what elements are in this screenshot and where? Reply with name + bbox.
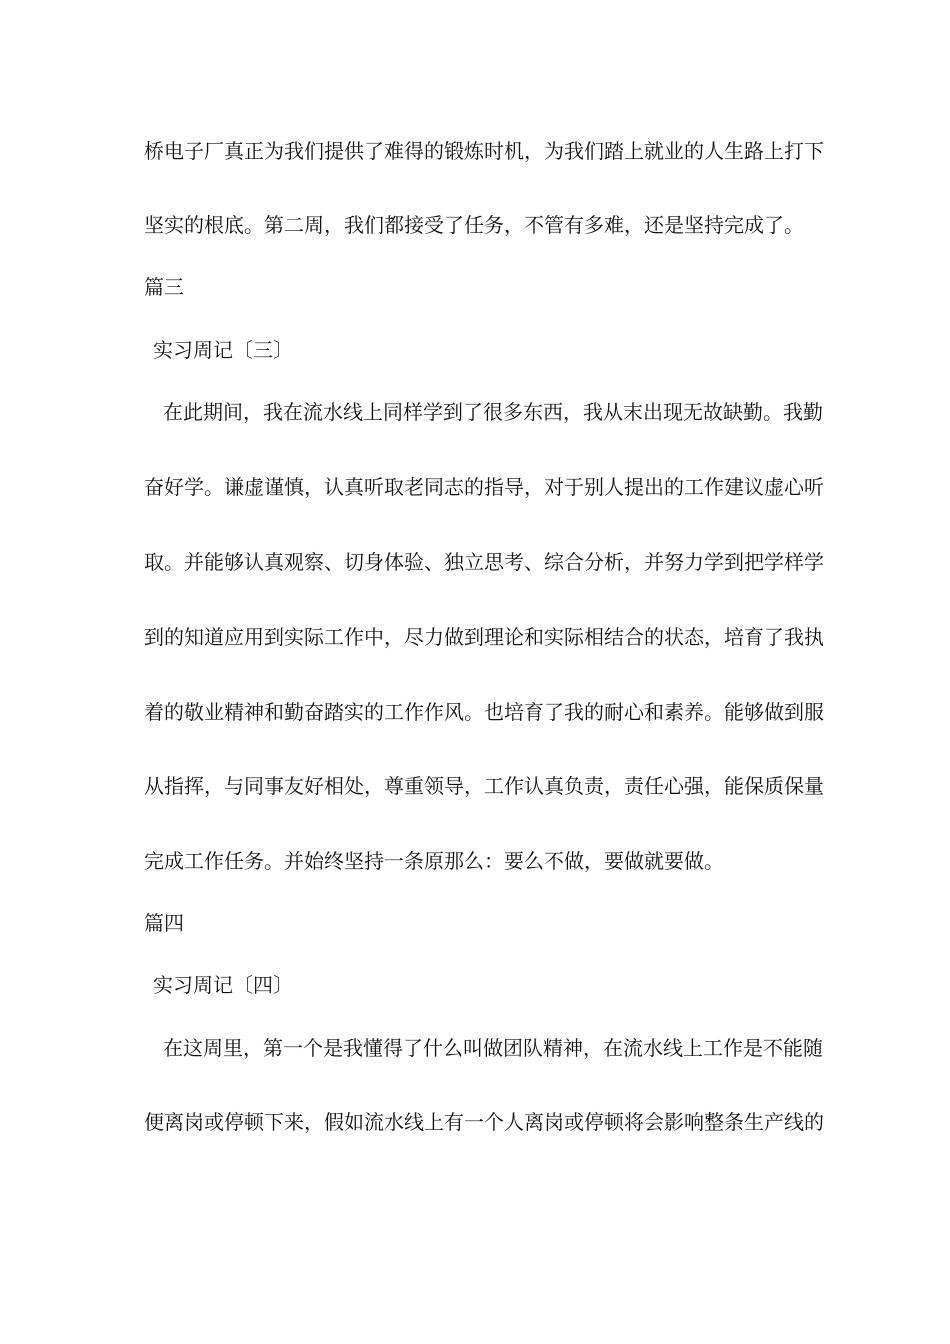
- paragraph-line: 桥电子厂真正为我们提供了难得的锻炼时机，为我们踏上就业的人生路上打下: [144, 139, 824, 163]
- section-subheading-4: 实习周记〔四〕: [153, 973, 293, 997]
- section-heading-3: 篇三: [144, 275, 184, 299]
- paragraph-line: 从指挥，与同事友好相处，尊重领导，工作认真负责，责任心强，能保质保量: [144, 774, 824, 798]
- paragraph-line: 完成工作任务。并始终坚持一条原那么：要么不做，要做就要做。: [144, 849, 724, 873]
- section-subheading-3: 实习周记〔三〕: [153, 338, 293, 362]
- paragraph-line: 奋好学。谦虚谨慎，认真听取老同志的指导，对于别人提出的工作建议虚心听: [144, 475, 824, 499]
- paragraph-line: 在这周里，第一个是我懂得了什么叫做团队精神，在流水线上工作是不能随: [163, 1036, 823, 1060]
- paragraph-line: 便离岗或停顿下来，假如流水线上有一个人离岗或停顿将会影响整条生产线的: [144, 1110, 824, 1134]
- paragraph-line: 在此期间，我在流水线上同样学到了很多东西，我从末出现无故缺勤。我勤: [163, 400, 823, 424]
- paragraph-line: 取。并能够认真观察、切身体验、独立思考、综合分析，并努力学到把学样学: [144, 550, 824, 574]
- paragraph-line: 到的知道应用到实际工作中，尽力做到理论和实际相结合的状态，培育了我执: [144, 625, 824, 649]
- section-heading-4: 篇四: [144, 911, 184, 935]
- paragraph-line: 着的敬业精神和勤奋踏实的工作作风。也培育了我的耐心和素养。能够做到服: [144, 700, 824, 724]
- paragraph-line: 坚实的根底。第二周，我们都接受了任务，不管有多难，还是坚持完成了。: [144, 213, 804, 237]
